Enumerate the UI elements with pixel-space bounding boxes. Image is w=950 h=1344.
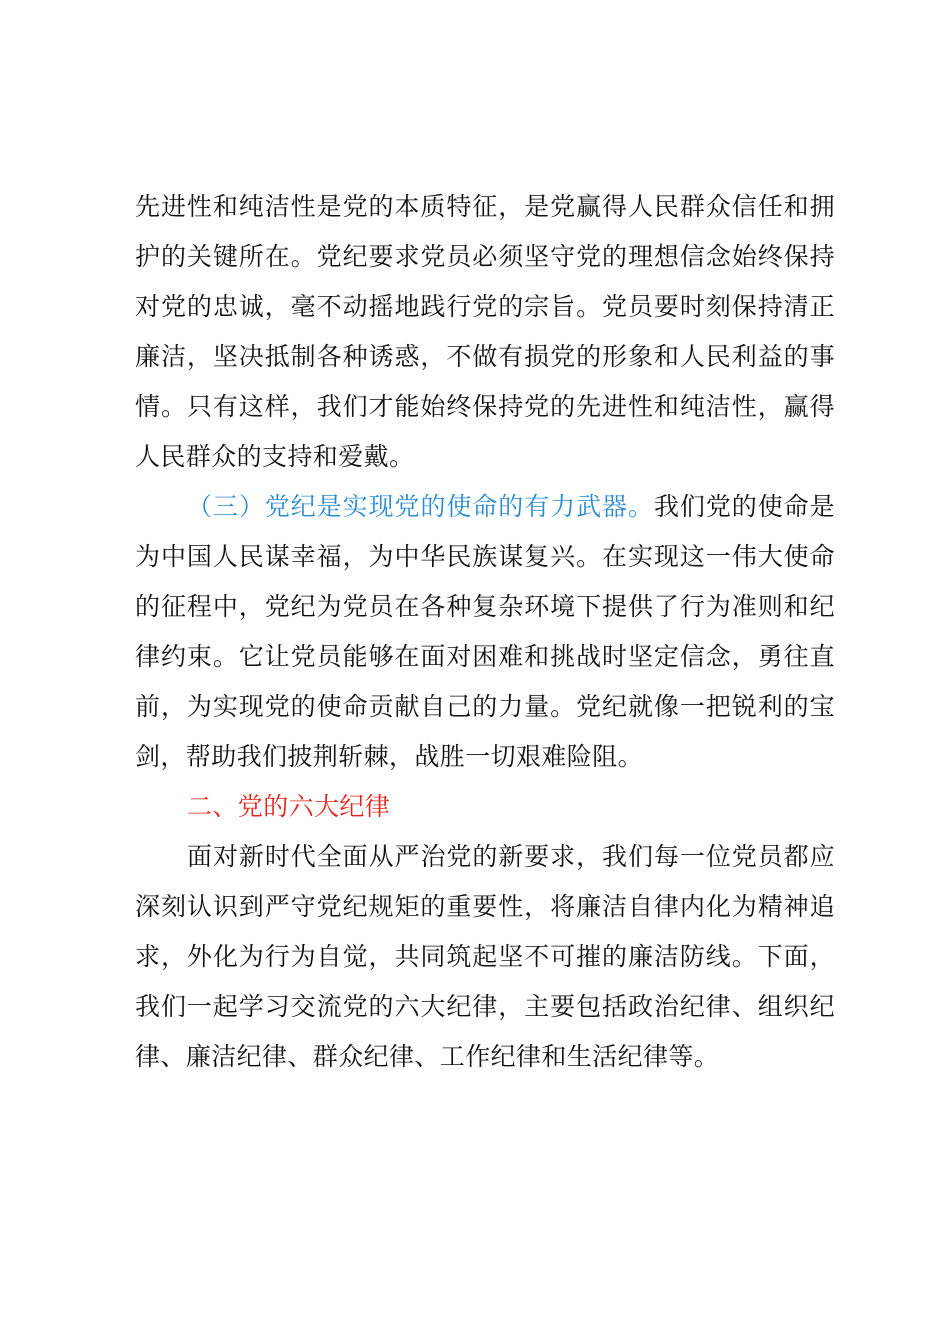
section-heading-six-disciplines: 二、党的六大纪律 [187, 792, 391, 821]
paragraph-six-disciplines: 面对新时代全面从严治党的新要求，我们每一位党员都应深刻认识到严守党纪规矩的重要性，将廉洁自律内化为精神追求，外化为行为自觉，共同筑起坚不可摧的廉洁防线。下面，我们一起学习交流党的六大纪律，主要包括政治纪律、组织纪律、廉洁纪律、群众纪律、工作纪律和生活纪律等。 [135, 842, 835, 1071]
document-body [135, 182, 835, 1082]
subheading-three: （三）党纪是实现党的使命的有力武器。 [187, 492, 654, 521]
paragraph-mission-body: 我们党的使命是为中国人民谋幸福，为中华民族谋复兴。在实现这一伟大使命的征程中，党纪为党员在各种复杂环境下提供了行为准则和纪律约束。它让党员能够在面对困难和挑战时坚定信念，勇往直前，为实现党的使命贡献自己的力量。党纪就像一把锐利的宝剑，帮助我们披荆斩棘，战胜一切艰难险阻。 [135, 492, 835, 771]
paragraph-purity: 先进性和纯洁性是党的本质特征，是党赢得人民群众信任和拥护的关键所在。党纪要求党员必须坚守党的理想信念始终保持对党的忠诚，毫不动摇地践行党的宗旨。党员要时刻保持清正廉洁，坚决抵制各种诱惑，不做有损党的形象和人民利益的事情。只有这样，我们才能始终保持党的先进性和纯洁性，赢得人民群众的支持和爱戴。 [135, 192, 835, 471]
paragraph-mission [135, 482, 835, 782]
